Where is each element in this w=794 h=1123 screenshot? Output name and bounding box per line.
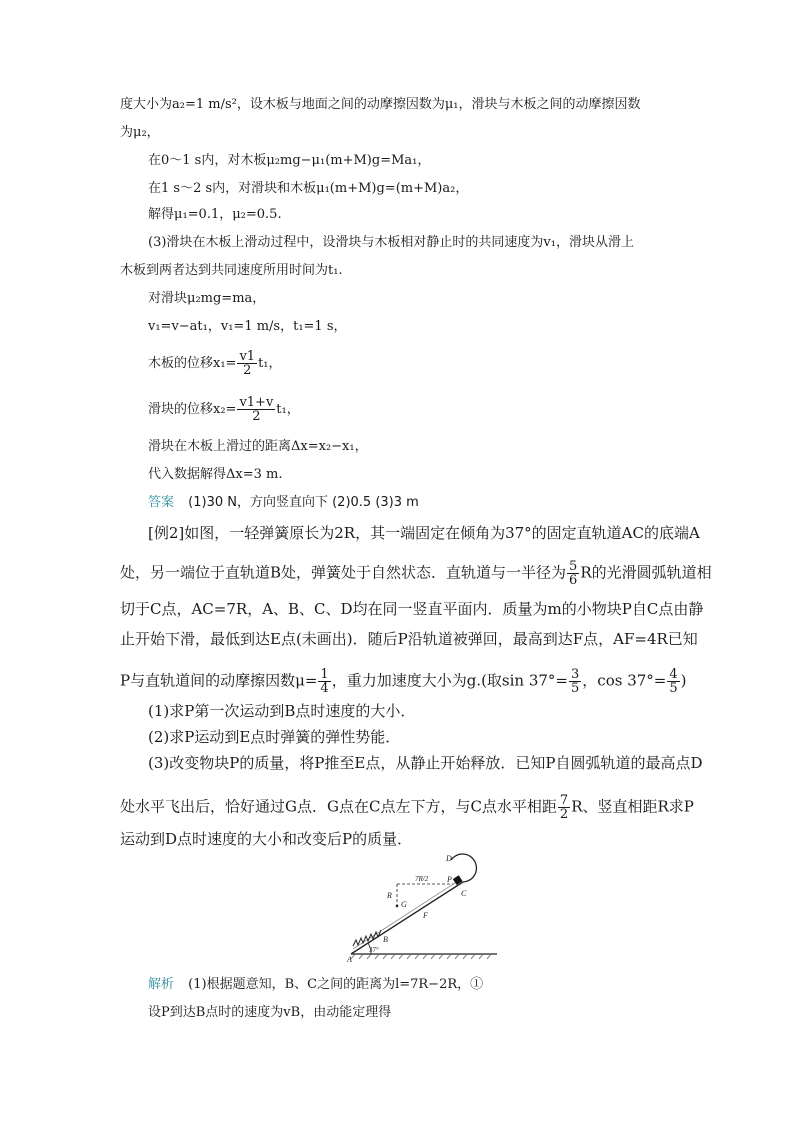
text-line-4: 在1 s～2 s内，对滑块和木板μ₁(m+M)g=(m+M)a₂， — [148, 181, 469, 196]
question-3-line-2 — [120, 794, 694, 821]
example-line-5-mid: ，重力加速度大小为g.(取sin 37°= — [331, 671, 569, 690]
label-f: F — [423, 911, 428, 920]
label-b: B — [383, 935, 388, 944]
label-p: P — [447, 875, 452, 884]
fraction-denominator: 4 — [320, 681, 329, 696]
text-line-3: 在0～1 s内，对木板μ₂mg−μ₁(m+M)g=Ma₁， — [148, 153, 431, 168]
fraction-numerator: 4 — [669, 667, 678, 682]
text-line-12: 滑块在木板上滑过的距离Δx=x₂−x₁， — [148, 439, 368, 454]
answer-text: (1)30 N，方向竖直向下 (2)0.5 (3)3 m — [188, 495, 419, 510]
fraction-denominator: 2 — [252, 409, 261, 424]
fraction-numerator: v1+v — [239, 395, 274, 410]
text-line-10 — [148, 350, 282, 377]
label-seven-r-half: 7R/2 — [415, 875, 429, 883]
fraction — [569, 668, 581, 695]
text-line-6: (3)滑块在木板上滑动过程中，设滑块与木板相对静止时的共同速度为v₁，滑块从滑上 — [148, 235, 634, 250]
line11-suffix: t₁， — [276, 402, 300, 417]
fraction — [237, 396, 275, 423]
fraction — [567, 560, 579, 587]
ground-hatching — [351, 954, 491, 959]
text-line-9: v₁=v−at₁，v₁=1 m/s，t₁=1 s， — [148, 319, 347, 334]
example-line-5-mid2: ，cos 37°= — [582, 671, 667, 690]
label-c: C — [461, 889, 467, 898]
analysis-label: 解析 — [148, 977, 175, 992]
example-line-2 — [120, 560, 712, 587]
example-line-5-prefix: P与直轨道间的动摩擦因数μ= — [120, 671, 318, 690]
example-line-2-suffix: R的光滑圆弧轨道相 — [580, 563, 712, 582]
fraction-denominator: 6 — [569, 573, 578, 588]
question-1: (1)求P第一次运动到B点时速度的大小． — [148, 702, 416, 720]
question-3: (3)改变物块P的质量，将P推至E点，从静止开始释放．已知P自圆弧轨道的最高点D — [148, 754, 703, 772]
question-3-line-2-prefix: 处水平飞出后，恰好通过G点．G点在C点左下方，与C点水平相距 — [120, 797, 557, 816]
line10-suffix: t₁， — [258, 356, 282, 371]
question-3-line-2-suffix: R、竖直相距R求P — [571, 797, 694, 816]
fraction-numerator: 1 — [320, 667, 329, 682]
answer-line — [148, 494, 419, 512]
fraction-numerator: v1 — [239, 349, 256, 364]
question-3-line-3: 运动到D点时速度的大小和改变后P的质量． — [120, 830, 413, 848]
analysis-line-1 — [148, 976, 483, 994]
fraction-numerator: 7 — [559, 793, 569, 808]
example-line-3: 切于C点，AC=7R，A、B、C、D均在同一竖直平面内．质量为m的小物块P自C点由静 — [120, 600, 704, 618]
incline-track-diagram — [345, 850, 505, 962]
fraction-denominator: 2 — [559, 807, 569, 822]
point-g — [396, 905, 399, 908]
fraction-numerator: 5 — [569, 559, 578, 574]
fraction — [558, 794, 570, 821]
line11-prefix: 滑块的位移x₂= — [148, 402, 237, 417]
text-line-13: 代入数据解得Δx=3 m. — [148, 467, 283, 482]
label-d: D — [446, 854, 452, 863]
fraction-numerator: 3 — [571, 667, 580, 682]
answer-label: 答案 — [148, 495, 175, 510]
text-line-8: 对滑块μ₂mg=ma， — [148, 291, 266, 306]
analysis-line-2: 设P到达B点时的速度为vB，由动能定理得 — [148, 1005, 392, 1020]
example-line-4: 止开始下滑，最低到达E点(未画出)．随后P沿轨道被弹回，最高到达F点，AF=4R已知 — [120, 630, 698, 648]
analysis-text-1: (1)根据题意知，B、C之间的距离为l=7R−2R，① — [188, 977, 484, 992]
circular-arc-track — [451, 854, 476, 882]
fraction — [667, 668, 679, 695]
example-line-2-prefix: 处，另一端位于直轨道B处，弹簧处于自然状态．直轨道与一半径为 — [120, 563, 567, 582]
text-line-11 — [148, 396, 300, 423]
text-line-2: 为μ₂， — [120, 125, 160, 140]
line10-prefix: 木板的位移x₁= — [148, 356, 237, 371]
example-line-5 — [120, 668, 687, 695]
label-r: R — [387, 891, 392, 900]
fraction-denominator: 2 — [243, 363, 252, 378]
label-a: A — [347, 955, 352, 962]
text-line-7: 木板到两者达到共同速度所用时间为t₁. — [120, 263, 343, 278]
example-line-5-suffix: ) — [680, 671, 687, 690]
fraction-denominator: 5 — [669, 681, 678, 696]
fraction-denominator: 5 — [571, 681, 580, 696]
text-line-5: 解得μ₁=0.1，μ₂=0.5. — [148, 207, 282, 222]
label-g: G — [401, 900, 407, 909]
question-2: (2)求P运动到E点时弹簧的弹性势能． — [148, 728, 401, 746]
text-line-1: 度大小为a₂=1 m/s²，设木板与地面之间的动摩擦因数为μ₁，滑块与木板之间的动摩擦因数 — [120, 97, 641, 112]
label-angle: 37° — [369, 946, 379, 954]
example-line-1: [例2]如图，一轻弹簧原长为2R，其一端固定在倾角为37°的固定直轨道AC的底端A — [148, 524, 700, 542]
fraction — [237, 350, 257, 377]
fraction — [318, 668, 330, 695]
